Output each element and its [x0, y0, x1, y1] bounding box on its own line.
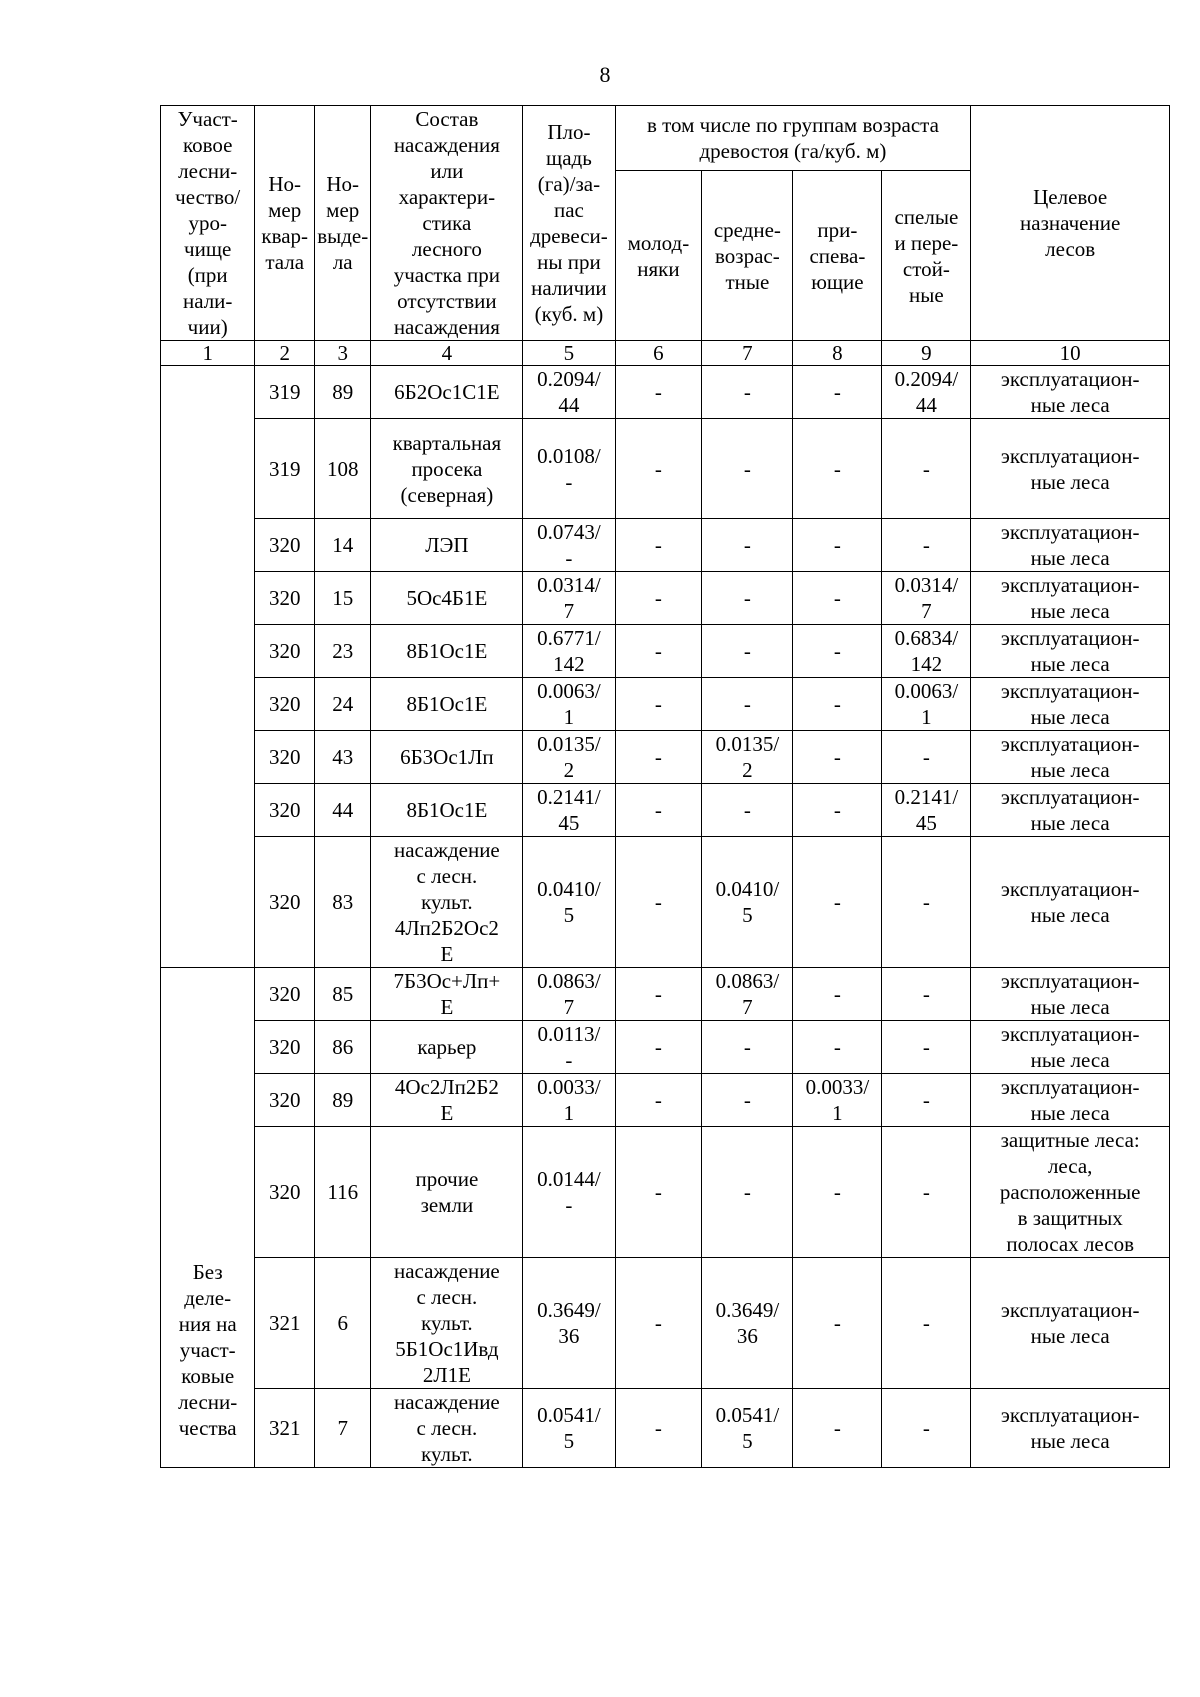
- forestry-group-label: Без деле- ния на участ- ковые лесни- чества: [161, 968, 255, 1468]
- maturing-cell: -: [793, 1127, 882, 1258]
- maturing-cell: -: [793, 366, 882, 419]
- purpose-cell: эксплуатацион- ные леса: [971, 1074, 1170, 1127]
- middle-aged-cell: 0.0135/ 2: [702, 731, 793, 784]
- area-cell: 0.0314/ 7: [523, 572, 615, 625]
- header-young: молод- няки: [615, 171, 702, 341]
- table-row: [161, 1258, 1170, 1389]
- page-number: 8: [599, 62, 611, 87]
- middle-aged-cell: -: [702, 678, 793, 731]
- composition-cell: ЛЭП: [371, 519, 523, 572]
- quarter-cell: 320: [255, 678, 315, 731]
- table-row: [161, 1389, 1170, 1468]
- composition-cell: карьер: [371, 1021, 523, 1074]
- mature-cell: -: [882, 837, 971, 968]
- middle-aged-cell: 0.3649/ 36: [702, 1258, 793, 1389]
- column-number: 1: [161, 341, 255, 366]
- allotment-cell: 85: [315, 968, 371, 1021]
- table-row: [161, 1074, 1170, 1127]
- area-cell: 0.0410/ 5: [523, 837, 615, 968]
- composition-cell: квартальная просека (северная): [371, 419, 523, 519]
- area-cell: 0.0108/ -: [523, 419, 615, 519]
- purpose-cell: эксплуатацион- ные леса: [971, 366, 1170, 419]
- young-cell: -: [615, 1127, 702, 1258]
- quarter-cell: 320: [255, 519, 315, 572]
- header-forestry: Участ- ковое лесни- чество/ уро- чище (при нали- чии): [161, 106, 255, 341]
- column-number: 4: [371, 341, 523, 366]
- header-middle-aged: средне- возрас- тные: [702, 171, 793, 341]
- composition-cell: 6Б3Ос1Лп: [371, 731, 523, 784]
- middle-aged-cell: -: [702, 572, 793, 625]
- purpose-cell: эксплуатацион- ные леса: [971, 625, 1170, 678]
- quarter-cell: 320: [255, 1127, 315, 1258]
- young-cell: -: [615, 1258, 702, 1389]
- young-cell: -: [615, 784, 702, 837]
- mature-cell: 0.2141/ 45: [882, 784, 971, 837]
- allotment-cell: 15: [315, 572, 371, 625]
- header-quarter: Но- мер квар- тала: [255, 106, 315, 341]
- middle-aged-cell: -: [702, 784, 793, 837]
- quarter-cell: 320: [255, 625, 315, 678]
- column-number: 3: [315, 341, 371, 366]
- table-row: [161, 731, 1170, 784]
- maturing-cell: -: [793, 837, 882, 968]
- area-cell: 0.0063/ 1: [523, 678, 615, 731]
- purpose-cell: эксплуатацион- ные леса: [971, 419, 1170, 519]
- mature-cell: -: [882, 1021, 971, 1074]
- composition-cell: 8Б1Ос1Е: [371, 784, 523, 837]
- quarter-cell: 319: [255, 366, 315, 419]
- young-cell: -: [615, 837, 702, 968]
- maturing-cell: -: [793, 519, 882, 572]
- column-number: 2: [255, 341, 315, 366]
- allotment-cell: 86: [315, 1021, 371, 1074]
- area-cell: 0.0135/ 2: [523, 731, 615, 784]
- purpose-cell: эксплуатацион- ные леса: [971, 968, 1170, 1021]
- mature-cell: -: [882, 1127, 971, 1258]
- area-cell: 0.2141/ 45: [523, 784, 615, 837]
- table-row: [161, 1127, 1170, 1258]
- quarter-cell: 320: [255, 572, 315, 625]
- middle-aged-cell: -: [702, 366, 793, 419]
- purpose-cell: защитные леса: леса, расположенные в защитных полосах лесов: [971, 1127, 1170, 1258]
- mature-cell: 0.2094/ 44: [882, 366, 971, 419]
- middle-aged-cell: -: [702, 625, 793, 678]
- area-cell: 0.0144/ -: [523, 1127, 615, 1258]
- middle-aged-cell: 0.0541/ 5: [702, 1389, 793, 1468]
- table-row: [161, 837, 1170, 968]
- composition-cell: насаждение с лесн. культ. 4Лп2Б2Ос2 Е: [371, 837, 523, 968]
- header-area: Пло- щадь (га)/за- пас древеси- ны при наличии (куб. м): [523, 106, 615, 341]
- column-number: 7: [702, 341, 793, 366]
- header-age-groups: в том числе по группам возраста древостоя (га/куб. м): [615, 106, 971, 171]
- forest-plots-table: [160, 105, 1170, 1468]
- header-composition: Состав насаждения или характери- стика лесного участка при отсутствии насаждения: [371, 106, 523, 341]
- purpose-cell: эксплуатацион- ные леса: [971, 837, 1170, 968]
- composition-cell: 8Б1Ос1Е: [371, 678, 523, 731]
- mature-cell: -: [882, 968, 971, 1021]
- young-cell: -: [615, 419, 702, 519]
- allotment-cell: 83: [315, 837, 371, 968]
- composition-cell: 7Б3Ос+Лп+ Е: [371, 968, 523, 1021]
- table-row: [161, 572, 1170, 625]
- young-cell: -: [615, 519, 702, 572]
- maturing-cell: -: [793, 625, 882, 678]
- young-cell: -: [615, 1021, 702, 1074]
- young-cell: -: [615, 678, 702, 731]
- maturing-cell: -: [793, 1389, 882, 1468]
- quarter-cell: 321: [255, 1258, 315, 1389]
- table-row: [161, 519, 1170, 572]
- maturing-cell: 0.0033/ 1: [793, 1074, 882, 1127]
- quarter-cell: 320: [255, 968, 315, 1021]
- purpose-cell: эксплуатацион- ные леса: [971, 784, 1170, 837]
- composition-cell: 4Ос2Лп2Б2 Е: [371, 1074, 523, 1127]
- purpose-cell: эксплуатацион- ные леса: [971, 1021, 1170, 1074]
- allotment-cell: 7: [315, 1389, 371, 1468]
- middle-aged-cell: -: [702, 519, 793, 572]
- purpose-cell: эксплуатацион- ные леса: [971, 731, 1170, 784]
- young-cell: -: [615, 572, 702, 625]
- quarter-cell: 319: [255, 419, 315, 519]
- area-cell: 0.6771/ 142: [523, 625, 615, 678]
- column-number: 10: [971, 341, 1170, 366]
- table-row: [161, 678, 1170, 731]
- mature-cell: -: [882, 731, 971, 784]
- allotment-cell: 108: [315, 419, 371, 519]
- young-cell: -: [615, 625, 702, 678]
- allotment-cell: 116: [315, 1127, 371, 1258]
- allotment-cell: 44: [315, 784, 371, 837]
- middle-aged-cell: -: [702, 1127, 793, 1258]
- mature-cell: -: [882, 1389, 971, 1468]
- table-row: [161, 419, 1170, 519]
- young-cell: -: [615, 1389, 702, 1468]
- column-number: 8: [793, 341, 882, 366]
- column-numbers-row: [161, 341, 1170, 366]
- quarter-cell: 320: [255, 837, 315, 968]
- maturing-cell: -: [793, 1021, 882, 1074]
- mature-cell: -: [882, 1074, 971, 1127]
- allotment-cell: 24: [315, 678, 371, 731]
- mature-cell: -: [882, 519, 971, 572]
- middle-aged-cell: -: [702, 1074, 793, 1127]
- composition-cell: прочие земли: [371, 1127, 523, 1258]
- header-mature: спелые и пере- стой- ные: [882, 171, 971, 341]
- area-cell: 0.0863/ 7: [523, 968, 615, 1021]
- table-body: [161, 366, 1170, 1468]
- quarter-cell: 321: [255, 1389, 315, 1468]
- mature-cell: 0.0314/ 7: [882, 572, 971, 625]
- purpose-cell: эксплуатацион- ные леса: [971, 678, 1170, 731]
- area-cell: 0.0541/ 5: [523, 1389, 615, 1468]
- young-cell: -: [615, 1074, 702, 1127]
- young-cell: -: [615, 731, 702, 784]
- table-header: [161, 106, 1170, 366]
- maturing-cell: -: [793, 572, 882, 625]
- column-number: 9: [882, 341, 971, 366]
- maturing-cell: -: [793, 1258, 882, 1389]
- header-maturing: при- спева- ющие: [793, 171, 882, 341]
- allotment-cell: 89: [315, 1074, 371, 1127]
- middle-aged-cell: 0.0410/ 5: [702, 837, 793, 968]
- allotment-cell: 23: [315, 625, 371, 678]
- mature-cell: -: [882, 1258, 971, 1389]
- header-allotment: Но- мер выде- ла: [315, 106, 371, 341]
- allotment-cell: 89: [315, 366, 371, 419]
- quarter-cell: 320: [255, 784, 315, 837]
- table-row: [161, 784, 1170, 837]
- forestry-cell-empty: [161, 366, 255, 968]
- composition-cell: 8Б1Ос1Е: [371, 625, 523, 678]
- area-cell: 0.0113/ -: [523, 1021, 615, 1074]
- quarter-cell: 320: [255, 1021, 315, 1074]
- quarter-cell: 320: [255, 731, 315, 784]
- area-cell: 0.2094/ 44: [523, 366, 615, 419]
- area-cell: 0.3649/ 36: [523, 1258, 615, 1389]
- allotment-cell: 14: [315, 519, 371, 572]
- purpose-cell: эксплуатацион- ные леса: [971, 572, 1170, 625]
- allotment-cell: 43: [315, 731, 371, 784]
- maturing-cell: -: [793, 678, 882, 731]
- purpose-cell: эксплуатацион- ные леса: [971, 1258, 1170, 1389]
- header-purpose: Целевое назначение лесов: [971, 106, 1170, 341]
- mature-cell: -: [882, 419, 971, 519]
- composition-cell: насаждение с лесн. культ.: [371, 1389, 523, 1468]
- area-cell: 0.0033/ 1: [523, 1074, 615, 1127]
- young-cell: -: [615, 968, 702, 1021]
- maturing-cell: -: [793, 968, 882, 1021]
- maturing-cell: -: [793, 784, 882, 837]
- composition-cell: насаждение с лесн. культ. 5Б1Ос1Ивд 2Л1Е: [371, 1258, 523, 1389]
- middle-aged-cell: -: [702, 419, 793, 519]
- column-number: 5: [523, 341, 615, 366]
- mature-cell: 0.0063/ 1: [882, 678, 971, 731]
- purpose-cell: эксплуатацион- ные леса: [971, 519, 1170, 572]
- table-row: [161, 625, 1170, 678]
- young-cell: -: [615, 366, 702, 419]
- table-row: [161, 968, 1170, 1021]
- area-cell: 0.0743/ -: [523, 519, 615, 572]
- composition-cell: 5Ос4Б1Е: [371, 572, 523, 625]
- column-number: 6: [615, 341, 702, 366]
- table-row: [161, 1021, 1170, 1074]
- allotment-cell: 6: [315, 1258, 371, 1389]
- purpose-cell: эксплуатацион- ные леса: [971, 1389, 1170, 1468]
- mature-cell: 0.6834/ 142: [882, 625, 971, 678]
- composition-cell: 6Б2Ос1С1Е: [371, 366, 523, 419]
- middle-aged-cell: 0.0863/ 7: [702, 968, 793, 1021]
- maturing-cell: -: [793, 419, 882, 519]
- quarter-cell: 320: [255, 1074, 315, 1127]
- maturing-cell: -: [793, 731, 882, 784]
- middle-aged-cell: -: [702, 1021, 793, 1074]
- table-row: [161, 366, 1170, 419]
